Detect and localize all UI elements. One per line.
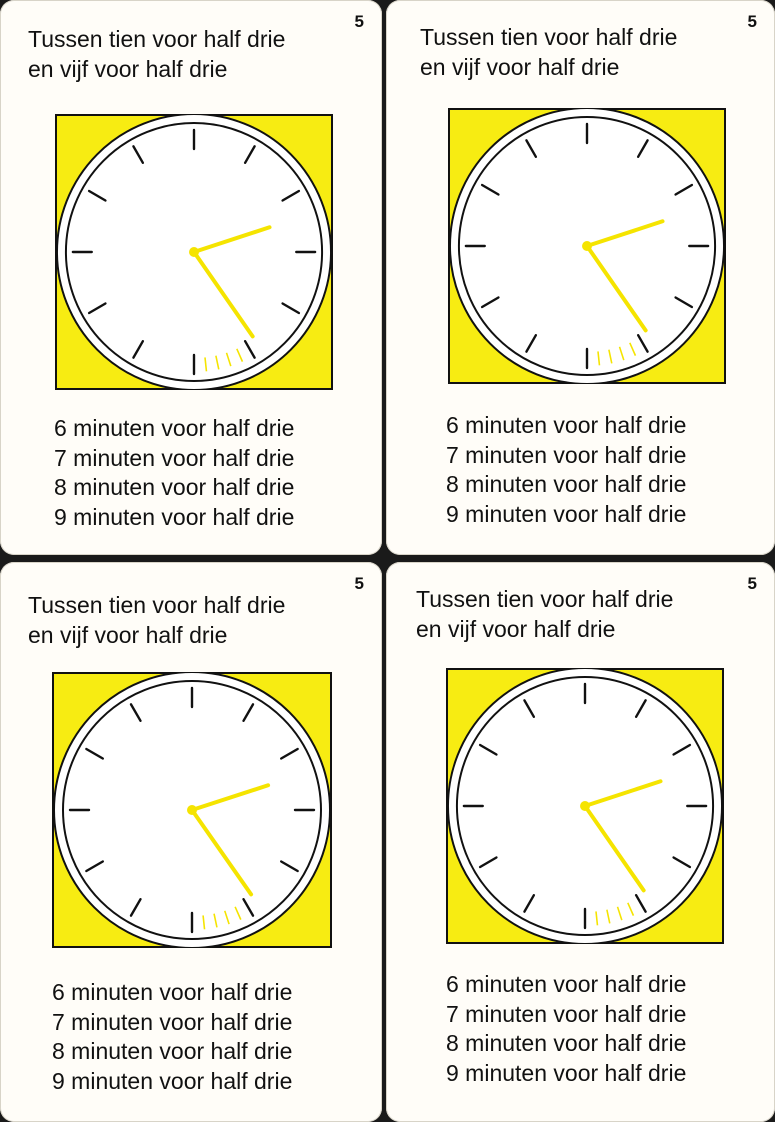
answer-option[interactable]: 9 minuten voor half drie — [446, 1059, 687, 1086]
answer-list — [54, 414, 294, 532]
question-line-2: en vijf voor half drie — [28, 56, 228, 82]
card-top-right — [386, 0, 775, 555]
clock-face — [446, 668, 724, 944]
clock-center — [187, 805, 197, 815]
answer-option[interactable]: 7 minuten voor half drie — [446, 1000, 687, 1027]
question-line-1: Tussen tien voor half drie — [28, 592, 286, 618]
card-question — [28, 24, 285, 84]
clock-center — [582, 241, 592, 251]
answer-option[interactable]: 6 minuten voor half drie — [446, 412, 687, 438]
question-line-2: en vijf voor half drie — [420, 54, 620, 80]
answer-option[interactable]: 6 minuten voor half drie — [446, 971, 687, 997]
answer-option[interactable]: 9 minuten voor half drie — [54, 503, 295, 530]
clock-svg — [446, 668, 724, 944]
answer-option[interactable]: 7 minuten voor half drie — [52, 1008, 293, 1035]
card-number: 5 — [354, 12, 364, 31]
clock-svg — [52, 672, 332, 948]
card-number: 5 — [747, 12, 757, 31]
answer-option[interactable]: 8 minuten voor half drie — [52, 1038, 293, 1064]
question-line-2: en vijf voor half drie — [28, 622, 228, 648]
answer-list — [446, 970, 686, 1088]
answer-option[interactable]: 6 minuten voor half drie — [52, 979, 293, 1005]
question-line-1: Tussen tien voor half drie — [416, 586, 674, 612]
answer-option[interactable]: 9 minuten voor half drie — [52, 1067, 293, 1094]
card-bottom-right — [386, 562, 775, 1122]
answer-option[interactable]: 9 minuten voor half drie — [446, 500, 687, 527]
card-question — [28, 590, 285, 650]
question-line-1: Tussen tien voor half drie — [420, 24, 678, 50]
question-line-2: en vijf voor half drie — [416, 616, 616, 642]
clock-face — [448, 108, 726, 384]
card-question — [420, 22, 677, 82]
answer-option[interactable]: 8 minuten voor half drie — [446, 1030, 687, 1056]
card-top-left — [0, 0, 382, 555]
answer-list — [52, 978, 292, 1096]
answer-option[interactable]: 7 minuten voor half drie — [446, 441, 687, 468]
clock-face — [52, 672, 332, 948]
answer-option[interactable]: 8 minuten voor half drie — [446, 471, 687, 497]
answer-option[interactable]: 7 minuten voor half drie — [54, 444, 295, 471]
answer-option[interactable]: 8 minuten voor half drie — [54, 474, 295, 500]
card-number: 5 — [747, 574, 757, 593]
answer-list — [446, 411, 686, 529]
clock-face — [55, 114, 333, 390]
clock-center — [580, 801, 590, 811]
card-bottom-left — [0, 562, 382, 1122]
clock-center — [189, 247, 199, 257]
clock-svg — [55, 114, 333, 390]
card-question — [416, 584, 673, 644]
answer-option[interactable]: 6 minuten voor half drie — [54, 415, 295, 441]
card-number: 5 — [354, 574, 364, 593]
clock-svg — [448, 108, 726, 384]
question-line-1: Tussen tien voor half drie — [28, 26, 286, 52]
